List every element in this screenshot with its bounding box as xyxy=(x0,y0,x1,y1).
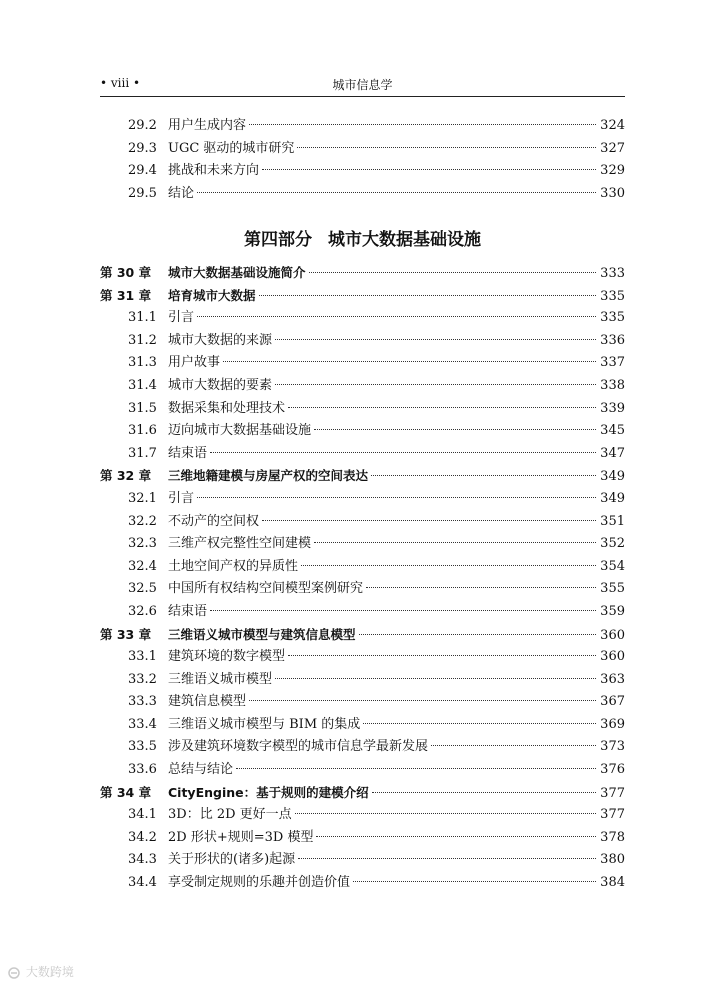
entry-number: 33.6 xyxy=(128,762,157,778)
dot-leader xyxy=(197,315,596,317)
entry-title: 结束语 xyxy=(168,603,208,619)
toc-section-entry[interactable] xyxy=(100,398,625,421)
entry-number: 29.4 xyxy=(128,163,157,179)
entry-page: 352 xyxy=(600,536,625,552)
toc-section-entry[interactable] xyxy=(100,578,625,601)
dot-leader xyxy=(197,191,596,193)
entry-title: 三维语义城市模型与建筑信息模型 xyxy=(168,626,356,642)
dot-leader xyxy=(275,338,596,340)
toc-section-entry[interactable] xyxy=(100,307,625,330)
entry-page: 354 xyxy=(600,558,625,574)
entry-number: 31.1 xyxy=(128,310,157,326)
entry-page: 333 xyxy=(600,266,625,281)
dot-leader xyxy=(298,857,596,859)
entry-number: 34.4 xyxy=(128,875,157,891)
entry-page: 373 xyxy=(600,739,625,755)
entry-number: 第 33 章 xyxy=(100,626,152,642)
entry-number: 33.1 xyxy=(128,649,157,665)
entry-title: CityEngine：基于规则的建模介绍 xyxy=(168,784,369,800)
toc-continued-sections xyxy=(100,115,625,205)
toc-section-entry[interactable] xyxy=(100,443,625,466)
entry-page: 367 xyxy=(600,694,625,710)
entry-page: 349 xyxy=(600,490,625,506)
header-page-number: • viii • xyxy=(100,76,141,90)
toc-section-entry[interactable] xyxy=(100,533,625,556)
entry-number: 34.1 xyxy=(128,807,157,823)
entry-page: 339 xyxy=(600,400,625,416)
entry-page: 377 xyxy=(600,785,625,801)
dot-leader xyxy=(431,744,596,746)
entry-number: 31.5 xyxy=(128,400,157,416)
entry-title: 土地空间产权的异质性 xyxy=(168,558,299,574)
entry-title: 关于形状的(诸多)起源 xyxy=(168,852,296,868)
entry-page: 380 xyxy=(600,852,625,868)
part-label: 第四部分 xyxy=(244,230,312,250)
toc-section-entry[interactable] xyxy=(100,115,625,138)
toc-section-entry[interactable] xyxy=(100,330,625,353)
entry-title: 用户生成内容 xyxy=(168,118,247,133)
dot-leader xyxy=(372,791,596,793)
toc-chapter-entry[interactable] xyxy=(100,782,625,805)
dot-leader xyxy=(275,383,596,385)
dot-leader xyxy=(275,677,596,679)
entry-title: 3D：比 2D 更好一点 xyxy=(168,807,292,823)
entry-number: 第 31 章 xyxy=(100,287,152,303)
entry-title: 享受制定规则的乐趣并创造价值 xyxy=(168,875,351,891)
toc-list xyxy=(100,262,625,895)
entry-number: 32.4 xyxy=(128,558,157,574)
dot-leader xyxy=(236,767,596,769)
entry-number: 32.3 xyxy=(128,536,157,552)
toc-section-entry[interactable] xyxy=(100,804,625,827)
dot-leader xyxy=(288,406,596,408)
entry-title: 三维地籍建模与房屋产权的空间表达 xyxy=(168,468,369,484)
toc-section-entry[interactable] xyxy=(100,352,625,375)
entry-number: 32.6 xyxy=(128,603,157,619)
entry-page: 376 xyxy=(600,762,625,778)
dot-leader xyxy=(262,168,596,170)
dot-leader xyxy=(210,609,596,611)
dot-leader xyxy=(363,722,596,724)
toc-section-entry[interactable] xyxy=(100,160,625,183)
entry-title: 涉及建筑环境数字模型的城市信息学最新发展 xyxy=(168,739,429,755)
entry-title: 2D 形状+规则=3D 模型 xyxy=(168,829,314,845)
entry-page: 329 xyxy=(600,163,625,179)
toc-section-entry[interactable] xyxy=(100,556,625,579)
entry-title: 结论 xyxy=(168,185,195,201)
dot-leader xyxy=(210,451,596,453)
entry-number: 第 30 章 xyxy=(100,265,152,280)
entry-number: 32.1 xyxy=(128,490,157,506)
entry-page: 378 xyxy=(600,829,625,845)
dot-leader xyxy=(259,294,596,296)
entry-number: 第 34 章 xyxy=(100,784,152,800)
entry-title: 数据采集和处理技术 xyxy=(168,400,286,416)
entry-page: 327 xyxy=(600,140,625,156)
toc-section-entry[interactable] xyxy=(100,420,625,443)
entry-title: 结束语 xyxy=(168,445,208,461)
dot-leader xyxy=(366,586,596,588)
entry-page: 369 xyxy=(600,716,625,732)
toc-section-entry[interactable] xyxy=(100,714,625,737)
entry-number: 29.3 xyxy=(128,140,157,156)
entry-title: 三维语义城市模型与 BIM 的集成 xyxy=(168,716,361,732)
toc-section-entry[interactable] xyxy=(100,183,625,206)
dot-leader xyxy=(197,496,596,498)
dot-leader xyxy=(262,519,596,521)
entry-title: 用户故事 xyxy=(168,355,221,371)
entry-title: 三维产权完整性空间建模 xyxy=(168,536,312,552)
toc-section-entry[interactable] xyxy=(100,669,625,692)
entry-page: 351 xyxy=(600,513,625,529)
dot-leader xyxy=(359,633,596,635)
entry-title: 迈向城市大数据基础设施 xyxy=(168,423,312,439)
toc-chapter-entry[interactable] xyxy=(100,262,625,285)
dot-leader xyxy=(295,812,596,814)
toc-section-entry[interactable] xyxy=(100,849,625,872)
entry-number: 33.2 xyxy=(128,671,157,687)
dot-leader xyxy=(297,146,596,148)
entry-title: 城市大数据的来源 xyxy=(168,332,273,348)
toc-section-entry[interactable] xyxy=(100,375,625,398)
dot-leader xyxy=(353,880,596,882)
entry-title: 三维语义城市模型 xyxy=(168,671,273,687)
dot-leader xyxy=(288,654,596,656)
entry-number: 34.2 xyxy=(128,829,157,845)
toc-section-entry[interactable] xyxy=(100,511,625,534)
toc-section-entry[interactable] xyxy=(100,138,625,161)
entry-number: 33.4 xyxy=(128,716,157,732)
entry-page: 349 xyxy=(600,469,625,485)
toc-section-entry[interactable] xyxy=(100,827,625,850)
toc-section-entry[interactable] xyxy=(100,488,625,511)
header-book-title: 城市信息学 xyxy=(332,78,393,92)
part-heading xyxy=(100,225,625,250)
dot-leader xyxy=(301,564,596,566)
entry-number: 31.7 xyxy=(128,445,157,461)
entry-title: 引言 xyxy=(168,310,195,326)
entry-page: 355 xyxy=(600,581,625,597)
entry-page: 363 xyxy=(600,671,625,687)
entry-title: 培育城市大数据 xyxy=(168,287,256,303)
entry-page: 384 xyxy=(600,875,625,891)
entry-number: 32.2 xyxy=(128,513,157,529)
entry-page: 335 xyxy=(600,288,625,304)
entry-number: 31.6 xyxy=(128,423,157,439)
entry-title: 建筑信息模型 xyxy=(168,694,247,710)
entry-number: 32.5 xyxy=(128,581,157,597)
toc-section-entry[interactable] xyxy=(100,601,625,624)
entry-number: 31.4 xyxy=(128,377,157,393)
toc-section-entry[interactable] xyxy=(100,736,625,759)
entry-page: 360 xyxy=(600,649,625,665)
toc-section-entry[interactable] xyxy=(100,691,625,714)
watermark xyxy=(8,963,74,980)
entry-title: 城市大数据的要素 xyxy=(168,377,273,393)
toc-chapter-entry[interactable] xyxy=(100,285,625,308)
entry-number: 31.3 xyxy=(128,355,157,371)
entry-page: 335 xyxy=(600,310,625,326)
entry-number: 33.3 xyxy=(128,694,157,710)
dot-leader xyxy=(223,360,596,362)
entry-title: 建筑环境的数字模型 xyxy=(168,649,286,665)
entry-title: 挑战和未来方向 xyxy=(168,163,260,179)
entry-title: 引言 xyxy=(168,490,195,506)
watermark-text: 大数跨境 xyxy=(25,965,74,979)
toc-chapter-entry[interactable] xyxy=(100,465,625,488)
entry-number: 第 32 章 xyxy=(100,468,152,484)
toc-section-entry[interactable] xyxy=(100,872,625,895)
brand-logo-icon xyxy=(8,967,22,979)
entry-number: 34.3 xyxy=(128,852,157,868)
entry-page: 347 xyxy=(600,445,625,461)
dot-leader xyxy=(314,541,596,543)
dot-leader xyxy=(249,699,596,701)
entry-number: 29.5 xyxy=(128,185,157,201)
entry-number: 29.2 xyxy=(128,118,157,133)
entry-title: 城市大数据基础设施简介 xyxy=(168,265,306,280)
entry-title: 不动产的空间权 xyxy=(168,513,260,529)
dot-leader xyxy=(314,428,596,430)
entry-page: 377 xyxy=(600,807,625,823)
entry-page: 330 xyxy=(600,185,625,201)
entry-title: 中国所有权结构空间模型案例研究 xyxy=(168,581,364,597)
part-title: 城市大数据基础设施 xyxy=(328,230,481,250)
entry-number: 33.5 xyxy=(128,739,157,755)
running-header xyxy=(100,72,625,97)
entry-title: UGC 驱动的城市研究 xyxy=(168,140,295,156)
toc-section-entry[interactable] xyxy=(100,646,625,669)
dot-leader xyxy=(249,123,596,125)
entry-page: 360 xyxy=(600,627,625,643)
entry-page: 338 xyxy=(600,377,625,393)
entry-number: 31.2 xyxy=(128,332,157,348)
dot-leader xyxy=(371,474,596,476)
dot-leader xyxy=(309,271,596,273)
entry-page: 324 xyxy=(600,118,625,133)
entry-page: 336 xyxy=(600,332,625,348)
toc-section-entry[interactable] xyxy=(100,759,625,782)
entry-page: 359 xyxy=(600,603,625,619)
dot-leader xyxy=(316,835,596,837)
entry-page: 345 xyxy=(600,423,625,439)
entry-page: 337 xyxy=(600,355,625,371)
toc-chapter-entry[interactable] xyxy=(100,624,625,647)
entry-title: 总结与结论 xyxy=(168,762,234,778)
